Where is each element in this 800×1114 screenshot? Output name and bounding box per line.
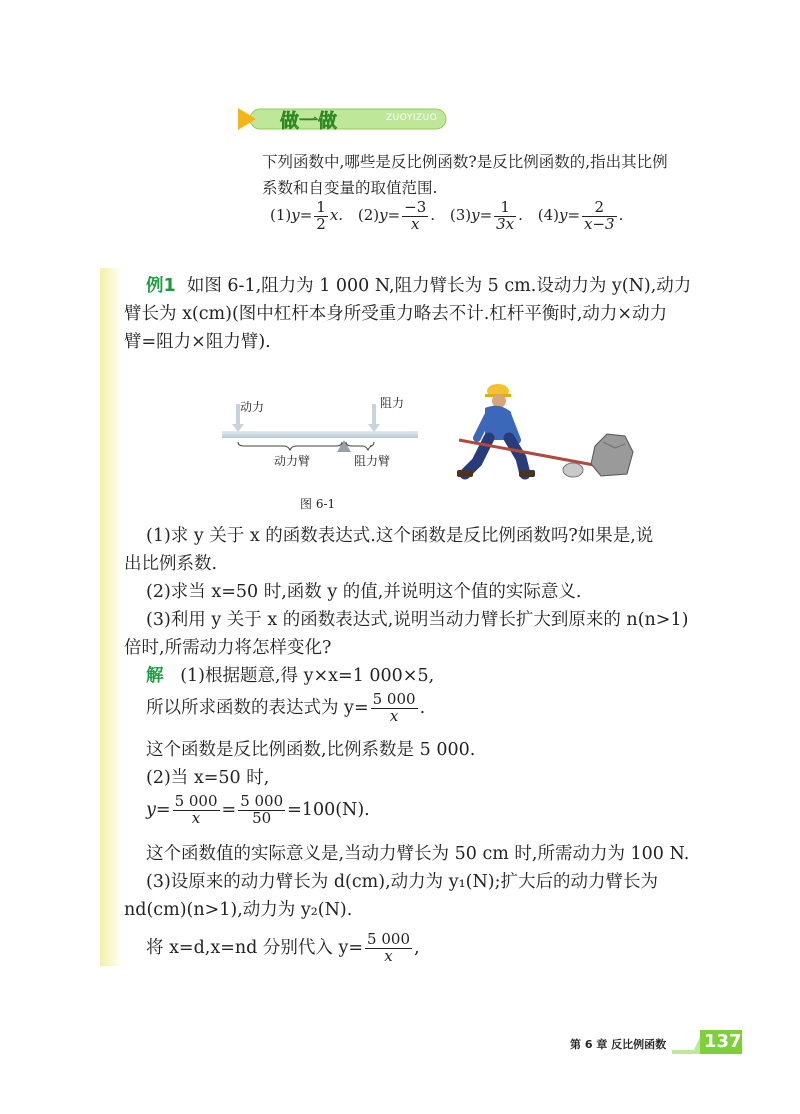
question-3-line1: (3)利用 y 关于 x 的函数表达式,说明当动力臂长扩大到原来的 n(n>1) [146,610,689,630]
worker-illustration [455,382,635,482]
activity-title: 做一做 [280,110,338,132]
footer [560,1030,740,1056]
solution-line4: (2)当 x=50 时, [146,768,270,788]
solution-line8: nd(cm)(n>1),动力为 y₂(N). [124,900,353,920]
solution-label: 解 [146,666,164,686]
solution-line5: y= $\frac{5 000}{x}$ = $\frac{5 000}{50}$ =100(N). [146,792,370,827]
activity-pinyin: ZUOYIZUO [386,113,438,123]
label-resistance-arm: 阻力臂 [354,454,391,468]
activity-item: (4)y= $\frac{2}{x-3}$ . [537,198,624,233]
example-label: 例1 [146,276,176,296]
label-force-arm: 动力臂 [274,454,311,468]
question-3-line2: 倍时,所需动力将怎样变化? [124,638,332,658]
label-force: 动力 [240,400,265,414]
activity-items [270,200,623,233]
example-sidebar [100,268,122,966]
page-number: 137 [704,1031,742,1052]
question-1-line2: 出比例系数. [124,554,218,574]
solution-line9: 将 x=d,x=nd 分别代入 y= $\frac{5 000}{x}$ , [146,930,420,965]
activity-prompt-line1: 下列函数中,哪些是反比例函数?是反比例函数的,指出其比例 [262,153,668,171]
solution-line2: 所以所求函数的表达式为 y= $\frac{5 000}{x}$ . [146,690,426,725]
solution-line3: 这个函数是反比例函数,比例系数是 5 000. [146,740,476,760]
example-line3: 臂=阻力×阻力臂). [124,332,271,352]
worker-lever-icon [455,382,635,482]
example-line2: 臂长为 x(cm)(图中杠杆本身所受重力略去不计.杠杆平衡时,动力×动力 [124,304,668,324]
solution-line7: (3)设原来的动力臂长为 d(cm),动力为 y₁(N);扩大后的动力臂长为 [146,872,658,892]
activity-banner [236,106,448,132]
activity-item: (1)y= $\frac{1}{2}$ x. [270,198,344,233]
activity-prompt-line2: 系数和自变量的取值范围. [262,179,438,197]
solution-line1: 解 (1)根据题意,得 y×x=1 000×5, [146,666,435,686]
question-2: (2)求当 x=50 时,函数 y 的值,并说明这个值的实际意义. [146,582,582,602]
example-line1: 例1 如图 6-1,阻力为 1 000 N,阻力臂长为 5 cm.设动力为 y(N),动力 [146,276,692,296]
figure-caption: 图 6-1 [300,497,336,511]
lever-diagram [222,390,418,470]
label-resistance: 阻力 [380,396,405,410]
question-1-line1: (1)求 y 关于 x 的函数表达式.这个函数是反比例函数吗?如果是,说 [146,526,654,546]
solution-line6: 这个函数值的实际意义是,当动力臂长为 50 cm 时,所需动力为 100 N. [146,844,690,864]
chapter-title: 第 6 章 反比例函数 [570,1038,667,1051]
activity-item: (2)y= $\frac{-3}{x}$ . [357,198,436,233]
activity-item: (3)y= $\frac{1}{3x}$ . [449,198,523,233]
